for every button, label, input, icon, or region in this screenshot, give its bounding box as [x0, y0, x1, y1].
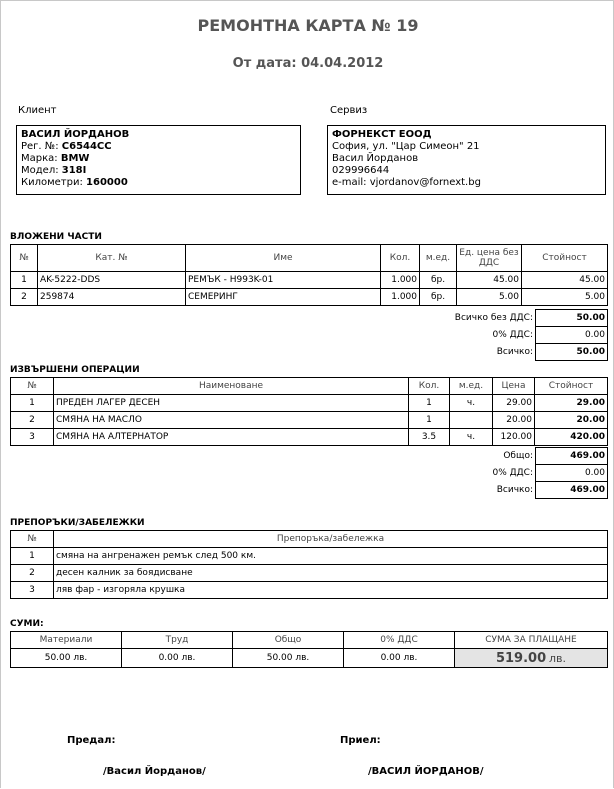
grand-total-label: Всичко: [496, 347, 533, 357]
client-label: Клиент [18, 105, 57, 116]
cell: СМЯНА НА АЛТЕРНАТОР [54, 429, 409, 446]
sums-section-title: СУМИ: [10, 619, 44, 629]
cell: 2 [11, 412, 54, 429]
cell: РЕМЪК - H993K-01 [186, 272, 381, 289]
cell: 1.000 [381, 289, 420, 306]
grand-total-label: Всичко: [496, 485, 533, 495]
cell: смяна на ангренажен ремък след 500 км. [54, 548, 608, 565]
amount-due-value [455, 649, 608, 668]
operations-section-title: ИЗВЪРШЕНИ ОПЕРАЦИИ [10, 365, 140, 375]
col-unit: м.ед. [420, 245, 457, 272]
sums-values-row [11, 649, 608, 668]
notes-section-title: ПРЕПОРЪКИ/ЗАБЕЛЕЖКИ [10, 518, 145, 528]
cell: 5.00 [457, 289, 522, 306]
given-by-name: /Васил Йорданов/ [103, 766, 206, 777]
cell: ляв фар - изгоряла крушка [54, 582, 608, 599]
table-row [11, 289, 608, 306]
col-no: № [11, 378, 54, 395]
cell: СЕМЕРИНГ [186, 289, 381, 306]
cell [450, 412, 493, 429]
cell: 1 [11, 395, 54, 412]
grand-total-value: 50.00 [536, 344, 608, 361]
cell: 1 [409, 395, 450, 412]
table-row [11, 582, 608, 599]
vat-label: 0% ДДС: [492, 330, 533, 340]
cell: бр. [420, 289, 457, 306]
service-email: e-mail: vjordanov@fornext.bg [332, 177, 481, 188]
col-unit-price: Ед. цена без ДДС [457, 245, 522, 272]
vat-value: 0.00 [536, 327, 608, 344]
col-no: № [11, 245, 38, 272]
col-qty: Кол. [381, 245, 420, 272]
cell: 1 [11, 272, 38, 289]
given-by-label: Предал: [67, 735, 116, 746]
service-phone: 029996644 [332, 165, 390, 176]
car-model: 318I [61, 165, 87, 176]
received-by-name: /ВАСИЛ ЙОРДАНОВ/ [368, 766, 484, 777]
col-value: Стойност [522, 245, 608, 272]
parts-table [10, 244, 608, 306]
service-person: Васил Йорданов [332, 153, 419, 164]
table-row [11, 429, 608, 446]
sums-header-row [11, 632, 608, 649]
col-price: Цена [493, 378, 535, 395]
page-title: РЕМОНТНА КАРТА № 19 [197, 16, 419, 35]
total-value: 469.00 [536, 448, 608, 465]
client-name: ВАСИЛ ЙОРДАНОВ [21, 129, 130, 140]
model-label: Модел: [21, 165, 59, 176]
amount-due-unit: лв. [549, 651, 567, 665]
received-by-label: Приел: [340, 735, 381, 746]
reg-number: С6544СС [61, 141, 112, 152]
col-unit: м.ед. [450, 378, 493, 395]
car-km: 160000 [86, 177, 128, 188]
col-materials: Материали [11, 632, 122, 649]
cell: 29.00 [493, 395, 535, 412]
cell: десен калник за боядисване [54, 565, 608, 582]
notes-table [10, 530, 608, 599]
table-row [11, 412, 608, 429]
km-label: Километри: [21, 177, 83, 188]
labor-value: 0.00 лв. [122, 649, 233, 668]
client-box [16, 125, 301, 195]
cell: 20.00 [493, 412, 535, 429]
total-label: Всичко без ДДС: [454, 313, 533, 323]
operations-header-row [11, 378, 608, 395]
cell: ч. [450, 395, 493, 412]
cell: 20.00 [535, 412, 608, 429]
cell: 2 [11, 289, 38, 306]
materials-value: 50.00 лв. [11, 649, 122, 668]
col-name: Наименоване [54, 378, 409, 395]
cell: ПРЕДЕН ЛАГЕР ДЕСЕН [54, 395, 409, 412]
cell: бр. [420, 272, 457, 289]
col-total: Общо [233, 632, 344, 649]
col-name: Име [186, 245, 381, 272]
service-name: ФОРНЕКСТ ЕООД [332, 129, 432, 140]
col-vat: 0% ДДС [344, 632, 455, 649]
parts-totals [401, 309, 608, 361]
cell: 1.000 [381, 272, 420, 289]
cell: AK-5222-DDS [38, 272, 186, 289]
vat-value: 0.00 [536, 465, 608, 482]
table-row [11, 565, 608, 582]
vat-label: 0% ДДС: [492, 468, 533, 478]
cell: 3.5 [409, 429, 450, 446]
cell: ч. [450, 429, 493, 446]
operations-totals [401, 447, 608, 499]
cell: 2 [11, 565, 54, 582]
cell: 3 [11, 429, 54, 446]
cell: 120.00 [493, 429, 535, 446]
total-label: Общо: [503, 451, 533, 461]
cell: 420.00 [535, 429, 608, 446]
operations-table [10, 377, 608, 446]
car-make: BMW [60, 153, 90, 164]
service-address: София, ул. "Цар Симеон" 21 [332, 141, 480, 152]
col-value: Стойност [535, 378, 608, 395]
cell: СМЯНА НА МАСЛО [54, 412, 409, 429]
col-note: Препоръка/забележка [54, 531, 608, 548]
cell: 1 [11, 548, 54, 565]
notes-header-row [11, 531, 608, 548]
table-row [11, 548, 608, 565]
document-date: От дата: 04.04.2012 [232, 56, 384, 71]
cell: 3 [11, 582, 54, 599]
table-row [11, 395, 608, 412]
reg-label: Рег. №: [21, 141, 59, 152]
parts-header-row [11, 245, 608, 272]
amount-due-number: 519.00 [495, 650, 547, 666]
cell: 45.00 [522, 272, 608, 289]
vat-value: 0.00 лв. [344, 649, 455, 668]
service-box [327, 125, 606, 195]
make-label: Марка: [21, 153, 58, 164]
col-cat-no: Кат. № [38, 245, 186, 272]
grand-total-value: 469.00 [536, 482, 608, 499]
cell: 1 [409, 412, 450, 429]
col-labor: Труд [122, 632, 233, 649]
col-amount-due: СУМА ЗА ПЛАЩАНЕ [455, 632, 608, 649]
cell: 29.00 [535, 395, 608, 412]
parts-section-title: ВЛОЖЕНИ ЧАСТИ [10, 232, 102, 242]
col-qty: Кол. [409, 378, 450, 395]
service-label: Сервиз [330, 105, 368, 116]
total-value: 50.00 [536, 310, 608, 327]
cell: 45.00 [457, 272, 522, 289]
total-value: 50.00 лв. [233, 649, 344, 668]
table-row [11, 272, 608, 289]
sums-table [10, 631, 608, 668]
col-no: № [11, 531, 54, 548]
cell: 259874 [38, 289, 186, 306]
cell: 5.00 [522, 289, 608, 306]
